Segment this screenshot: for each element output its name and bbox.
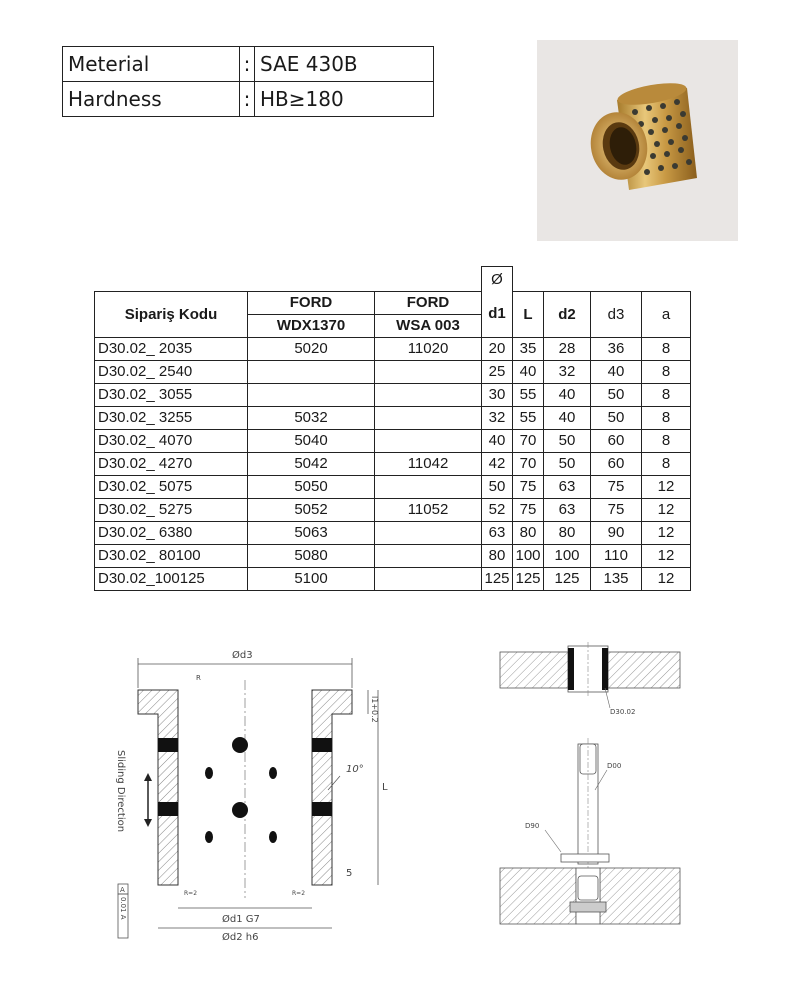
table-cell: 11052 <box>375 498 482 521</box>
order-table <box>94 266 691 591</box>
table-cell: 25 <box>482 360 513 383</box>
dim-d3: Ød3 <box>232 650 253 661</box>
table-cell: 50 <box>591 406 642 429</box>
material-table <box>62 46 434 117</box>
table-row <box>95 498 691 521</box>
table-cell: 80 <box>513 521 544 544</box>
table-row <box>95 360 691 383</box>
table-row <box>95 521 691 544</box>
diameter-symbol: Ø <box>482 267 513 292</box>
table-cell: 5063 <box>248 521 375 544</box>
header-ford1-bottom: WDX1370 <box>248 314 375 337</box>
table-cell: D30.02_100125 <box>95 567 248 590</box>
table-row <box>95 452 691 475</box>
dim-d2: Ød2 h6 <box>222 932 259 943</box>
header-a: a <box>642 291 691 337</box>
table-row <box>95 475 691 498</box>
table-cell: 40 <box>482 429 513 452</box>
datum-tolerance: 0.01 A <box>119 897 127 920</box>
table-cell: 70 <box>513 452 544 475</box>
table-cell: 125 <box>544 567 591 590</box>
hardness-sep: : <box>240 82 255 117</box>
table-row <box>95 544 691 567</box>
table-body <box>95 337 691 590</box>
table-cell: 125 <box>513 567 544 590</box>
label-d3002: D30.02 <box>610 708 636 716</box>
table-cell: 8 <box>642 360 691 383</box>
table-cell: 100 <box>544 544 591 567</box>
table-cell: 11042 <box>375 452 482 475</box>
table-cell: 50 <box>591 383 642 406</box>
table-header-row <box>95 267 691 292</box>
table-header-row <box>95 291 691 314</box>
table-cell: 12 <box>642 544 691 567</box>
table-cell <box>375 429 482 452</box>
table-cell: 5080 <box>248 544 375 567</box>
table-cell: D30.02_ 6380 <box>95 521 248 544</box>
table-cell: D30.02_ 4070 <box>95 429 248 452</box>
table-cell: 5050 <box>248 475 375 498</box>
table-cell: 5020 <box>248 337 375 360</box>
dim-angle: 10° <box>346 764 364 775</box>
hardness-row <box>63 82 434 117</box>
table-cell: 80 <box>482 544 513 567</box>
table-cell: D30.02_ 2035 <box>95 337 248 360</box>
label-d00: D00 <box>607 762 622 770</box>
header-d3: d3 <box>591 291 642 337</box>
dim-l1: l1+0.2 <box>370 696 379 723</box>
table-row <box>95 567 691 590</box>
table-cell: 60 <box>591 452 642 475</box>
material-row <box>63 47 434 82</box>
table-cell <box>375 475 482 498</box>
table-cell: 32 <box>482 406 513 429</box>
table-cell: 35 <box>513 337 544 360</box>
datum-a: A <box>120 886 125 894</box>
table-cell: 36 <box>591 337 642 360</box>
table-cell: 20 <box>482 337 513 360</box>
table-cell: 70 <box>513 429 544 452</box>
table-cell <box>248 360 375 383</box>
table-cell: 40 <box>544 383 591 406</box>
table-cell: 30 <box>482 383 513 406</box>
table-cell: 8 <box>642 406 691 429</box>
table-cell: 12 <box>642 475 691 498</box>
table-cell <box>375 521 482 544</box>
table-cell: 75 <box>591 475 642 498</box>
bushing-section-drawing <box>100 640 420 950</box>
table-cell: 110 <box>591 544 642 567</box>
table-cell: 40 <box>513 360 544 383</box>
product-photo <box>537 40 738 241</box>
dim-five: 5 <box>346 868 353 879</box>
table-cell: 12 <box>642 567 691 590</box>
table-cell: 63 <box>544 475 591 498</box>
table-cell: 125 <box>482 567 513 590</box>
table-cell: 100 <box>513 544 544 567</box>
table-cell: 42 <box>482 452 513 475</box>
table-cell <box>375 406 482 429</box>
table-cell: 52 <box>482 498 513 521</box>
table-cell: 63 <box>544 498 591 521</box>
table-row <box>95 406 691 429</box>
table-cell: 8 <box>642 383 691 406</box>
material-label: Meterial <box>63 47 240 82</box>
table-cell: 5040 <box>248 429 375 452</box>
table-cell: 55 <box>513 406 544 429</box>
label-d90: D90 <box>525 822 540 830</box>
material-sep: : <box>240 47 255 82</box>
dim-r2-left: R=2 <box>184 890 198 897</box>
dim-L: L <box>382 782 388 793</box>
table-cell: 8 <box>642 337 691 360</box>
table-cell: 135 <box>591 567 642 590</box>
table-cell <box>375 383 482 406</box>
header-ford2-top: FORD <box>375 291 482 314</box>
material-value: SAE 430B <box>255 47 434 82</box>
table-cell: D30.02_ 3055 <box>95 383 248 406</box>
table-cell: 55 <box>513 383 544 406</box>
table-cell: 40 <box>544 406 591 429</box>
table-row <box>95 383 691 406</box>
table-cell <box>375 544 482 567</box>
table-cell: 40 <box>591 360 642 383</box>
header-L: L <box>513 291 544 337</box>
table-cell: D30.02_ 2540 <box>95 360 248 383</box>
table-row <box>95 429 691 452</box>
header-ford1-top: FORD <box>248 291 375 314</box>
table-cell: D30.02_ 80100 <box>95 544 248 567</box>
table-cell: 12 <box>642 521 691 544</box>
table-cell: 11020 <box>375 337 482 360</box>
table-cell: 28 <box>544 337 591 360</box>
table-cell: 75 <box>513 475 544 498</box>
dim-r-top: R <box>196 674 201 682</box>
header-d1: d1 <box>482 291 513 337</box>
table-cell: 12 <box>642 498 691 521</box>
table-cell <box>375 567 482 590</box>
table-cell: 5100 <box>248 567 375 590</box>
table-cell: 32 <box>544 360 591 383</box>
table-cell: 63 <box>482 521 513 544</box>
table-cell: 5052 <box>248 498 375 521</box>
bushing-image <box>537 40 738 241</box>
table-cell: 5042 <box>248 452 375 475</box>
table-cell: D30.02_ 5275 <box>95 498 248 521</box>
table-cell: 5032 <box>248 406 375 429</box>
table-cell: D30.02_ 3255 <box>95 406 248 429</box>
header-d2: d2 <box>544 291 591 337</box>
table-cell <box>248 383 375 406</box>
table-cell: 8 <box>642 429 691 452</box>
dim-r2-right: R=2 <box>292 890 306 897</box>
table-cell: D30.02_ 4270 <box>95 452 248 475</box>
table-cell: 50 <box>544 429 591 452</box>
sliding-direction-label: Sliding Direction <box>115 750 126 833</box>
table-cell: 75 <box>591 498 642 521</box>
table-cell <box>375 360 482 383</box>
table-cell: 50 <box>544 452 591 475</box>
table-cell: 80 <box>544 521 591 544</box>
assembly-drawing <box>495 640 695 940</box>
table-row <box>95 337 691 360</box>
header-ford2-bottom: WSA 003 <box>375 314 482 337</box>
table-cell: 90 <box>591 521 642 544</box>
table-cell: 60 <box>591 429 642 452</box>
table-cell: 75 <box>513 498 544 521</box>
hardness-value: HB≥180 <box>255 82 434 117</box>
table-cell: D30.02_ 5075 <box>95 475 248 498</box>
dim-d1: Ød1 G7 <box>222 914 260 925</box>
table-cell: 50 <box>482 475 513 498</box>
table-cell: 8 <box>642 452 691 475</box>
hardness-label: Hardness <box>63 82 240 117</box>
header-code: Sipariş Kodu <box>95 291 248 337</box>
